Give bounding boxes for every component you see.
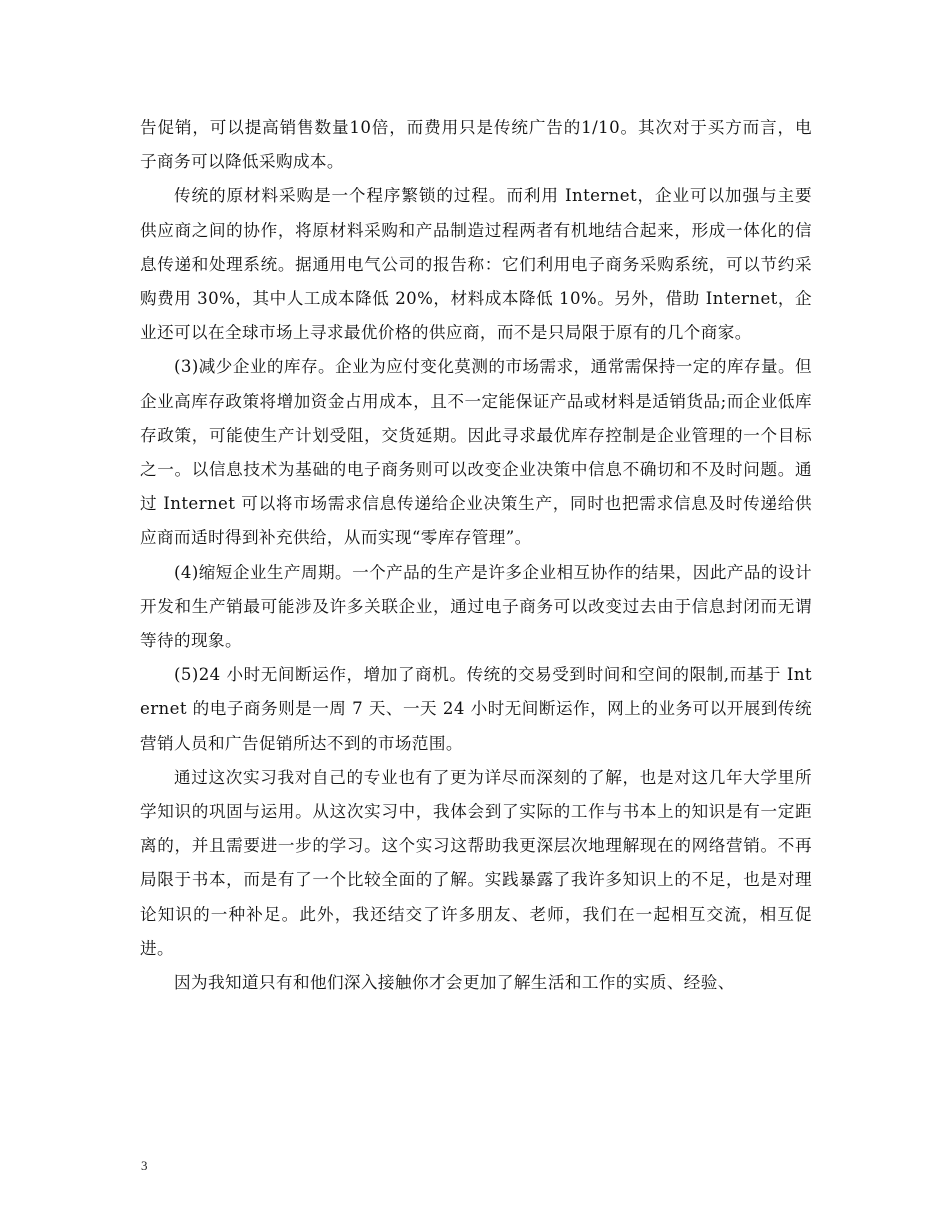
paragraph: (5)24 小时无间断运作，增加了商机。传统的交易受到时间和空间的限制,而基于 Internet 的电子商务则是一周 7 天、一天 24 小时无间断运作，网上的业务可以开展到传统营销人员和广告促销所达不到的市场范围。 — [140, 665, 812, 753]
page-number: 3 — [141, 1158, 148, 1173]
paragraph: 通过这次实习我对自己的专业也有了更为详尽而深刻的了解，也是对这几年大学里所学知识的巩固与运用。从这次实习中，我体会到了实际的工作与书本上的知识是有一定距离的，并且需要进一步的学习。这个实习这帮助我更深层次地理解现在的网络营销。不再局限于书本，而是有了一个比较全面的了解。实践暴露了我许多知识上的不足，也是对理论知识的一种补足。此外，我还结交了许多朋友、老师，我们在一起相互交流，相互促进。 — [140, 767, 812, 958]
paragraph: 传统的原材料采购是一个程序繁锁的过程。而利用 Internet，企业可以加强与主要供应商之间的协作，将原材料采购和产品制造过程两者有机地结合起来，形成一体化的信息传递和处理系统。据通用电气公司的报告称：它们利用电子商务采购系统，可以节约采购费用 30%，其中人工成本降低 20%，材料成本降低 10%。另外，借助 Internet，企业还可以在全球市场上寻求最优价格的供应商，而不是只局限于原有的几个商家。 — [140, 186, 812, 343]
paragraph: 告促销，可以提高销售数量10倍，而费用只是传统广告的1/10。其次对于买方而言，电子商务可以降低采购成本。 — [140, 118, 812, 172]
paragraph: (4)缩短企业生产周期。一个产品的生产是许多企业相互协作的结果，因此产品的设计开发和生产销最可能涉及许多关联企业，通过电子商务可以改变过去由于信息封闭而无谓等待的现象。 — [140, 562, 812, 651]
body-text — [140, 111, 812, 1000]
paragraph: 因为我知道只有和他们深入接触你才会更加了解生活和工作的实质、经验、 — [174, 973, 735, 993]
paragraph: (3)减少企业的库存。企业为应付变化莫测的市场需求，通常需保持一定的库存量。但企业高库存政策将增加资金占用成本，且不一定能保证产品或材料是适销货品;而企业低库存政策，可能使生产计划受阻，交货延期。因此寻求最优库存控制是企业管理的一个目标之一。以信息技术为基础的电子商务则可以改变企业决策中信息不确切和不及时问题。通过 Internet 可以将市场需求信息传递给企业决策生产，同时也把需求信息及时传递给供应商而适时得到补充供给，从而实现“零库存管理”。 — [140, 357, 812, 548]
